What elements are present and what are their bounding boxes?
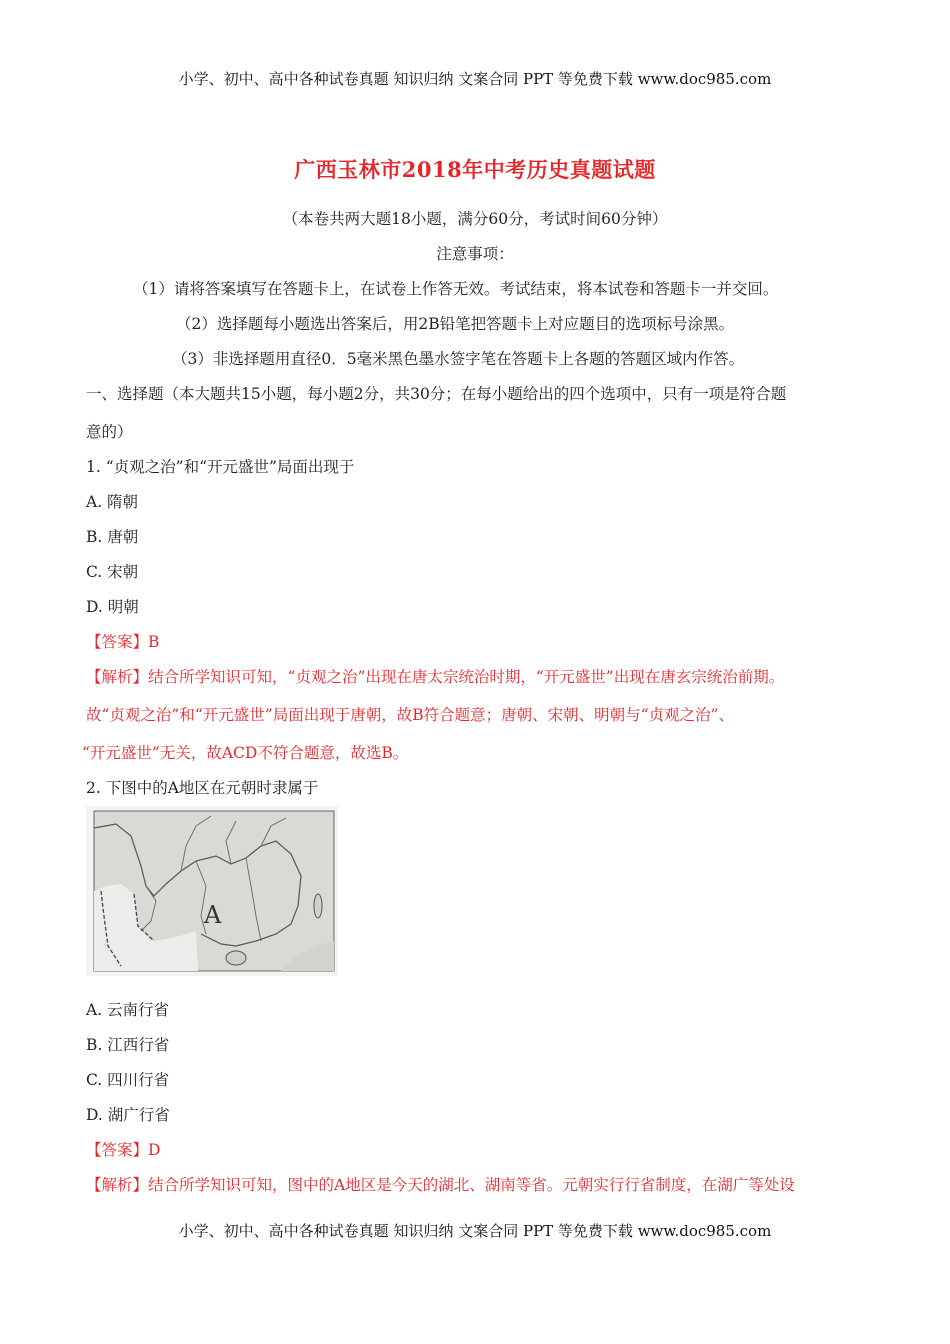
section-heading: 一、选择题（本大题共15小题，每小题2分，共30分；在每小题给出的四个选项中，只有一项是符合题 [86,385,787,403]
page-footer: 小学、初中、高中各种试卷真题 知识归纳 文案合同 PPT 等免费下载 www.doc985.com [178,1222,772,1240]
document-title: 广西玉林市2018年中考历史真题试题 [294,157,656,182]
notice-1: （1）请将答案填写在答题卡上，在试卷上作答无效。考试结束，将本试卷和答题卡一并交回。 [133,280,779,298]
q2-answer: 【答案】D [86,1141,161,1159]
q2-option-d: D. 湖广行省 [86,1106,170,1124]
q1-analysis-1: 【解析】结合所学知识可知，“贞观之治”出现在唐太宗统治时期，“开元盛世”出现在唐玄宗统治前期。 [86,668,785,686]
analysis-label: 【解析】 [86,668,149,686]
analysis-label: 【解析】 [86,1176,149,1194]
notice-3: （3）非选择题用直径0．5毫米黑色墨水签字笔在答题卡上各题的答题区域内作答。 [172,350,745,368]
exam-info: （本卷共两大题18小题，满分60分，考试时间60分钟） [282,210,668,228]
q1-option-d: D. 明朝 [86,598,139,616]
notice-2: （2）选择题每小题选出答案后，用2B铅笔把答题卡上对应题目的选项标号涂黑。 [176,315,735,333]
q2-option-b: B. 江西行省 [86,1036,170,1054]
historical-map-image [86,806,338,976]
q2-option-a: A. 云南行省 [86,1001,170,1019]
q2-option-c: C. 四川行省 [86,1071,170,1089]
map-drawing [86,806,338,976]
q1-analysis-3: “开元盛世”无关，故ACD不符合题意，故选B。 [82,744,409,762]
q1-option-a: A. 隋朝 [86,493,139,511]
q1-option-b: B. 唐朝 [86,528,139,546]
page-header: 小学、初中、高中各种试卷真题 知识归纳 文案合同 PPT 等免费下载 www.doc985.com [178,70,772,88]
section-heading-cont: 意的） [86,423,133,441]
q1-answer: 【答案】B [86,633,160,651]
question-1-stem: 1. “贞观之治”和“开元盛世”局面出现于 [86,458,355,476]
question-2-stem: 2. 下图中的A地区在元朝时隶属于 [86,779,319,797]
q2-analysis-1: 【解析】结合所学知识可知，图中的A地区是今天的湖北、湖南等省。元朝实行行省制度，在湖广等处设 [86,1176,795,1194]
notice-heading: 注意事项： [436,245,514,263]
q1-analysis-2: 故“贞观之治”和“开元盛世”局面出现于唐朝，故B符合题意；唐朝、宋朝、明朝与“贞观之治”、 [86,706,734,724]
map-region-label: A [204,901,222,929]
q1-option-c: C. 宋朝 [86,563,139,581]
